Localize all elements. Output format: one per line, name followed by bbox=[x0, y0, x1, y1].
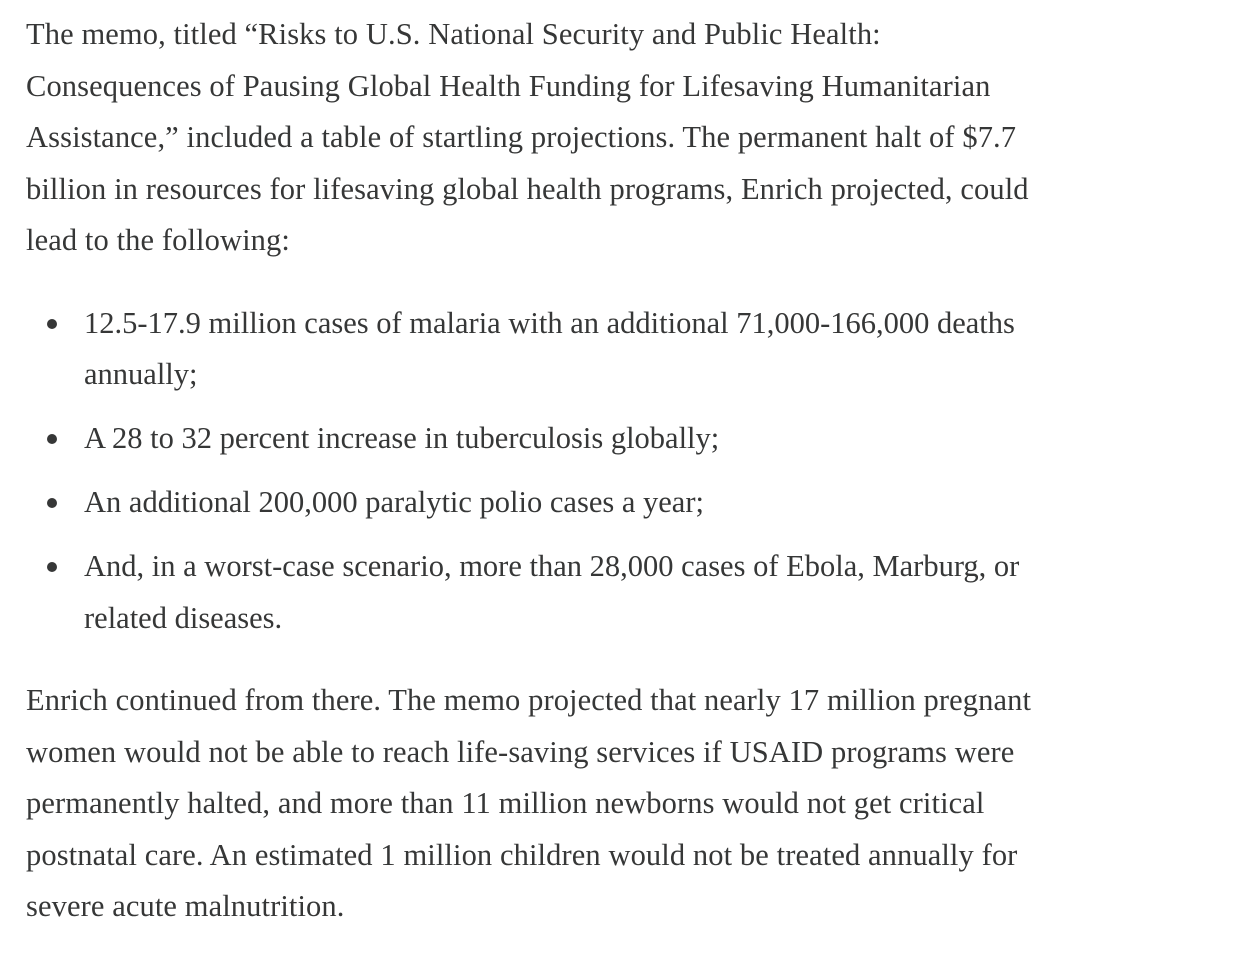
list-item-polio bbox=[26, 477, 1226, 529]
list-item-line: annually; bbox=[84, 357, 198, 391]
projections-list bbox=[26, 298, 1226, 645]
list-item-tuberculosis bbox=[26, 413, 1226, 465]
bullet-icon bbox=[47, 562, 57, 572]
paragraph-line: Consequences of Pausing Global Health Funding for Lifesaving Humanitarian bbox=[26, 68, 991, 103]
list-item-line: related diseases. bbox=[84, 600, 283, 635]
list-item-ebola bbox=[26, 541, 1226, 644]
bullet-icon bbox=[47, 498, 57, 508]
paragraph-line: postnatal care. An estimated 1 million children would not be treated annually for bbox=[26, 837, 1018, 872]
intro-paragraph bbox=[26, 9, 1226, 267]
bullet-icon bbox=[47, 434, 57, 444]
list-item-malaria bbox=[26, 298, 1226, 401]
closing-paragraph bbox=[26, 675, 1226, 933]
article-body bbox=[26, 9, 1226, 933]
paragraph-line: The memo, titled “Risks to U.S. National Security and Public Health: bbox=[26, 17, 881, 51]
paragraph-line: severe acute malnutrition. bbox=[26, 889, 345, 923]
bullet-icon bbox=[47, 319, 57, 329]
list-item-line: An additional 200,000 paralytic polio cases a year; bbox=[84, 485, 704, 519]
paragraph-line: Assistance,” included a table of startling projections. The permanent halt of $7.7 bbox=[26, 120, 1017, 154]
paragraph-line: women would not be able to reach life-saving services if USAID programs were bbox=[26, 734, 1015, 769]
list-item-line: A 28 to 32 percent increase in tuberculosis globally; bbox=[84, 421, 720, 455]
paragraph-line: permanently halted, and more than 11 million newborns would not get critical bbox=[26, 786, 985, 820]
list-item-line: 12.5-17.9 million cases of malaria with an additional 71,000-166,000 deaths bbox=[84, 305, 1015, 340]
paragraph-line: billion in resources for lifesaving global health programs, Enrich projected, could bbox=[26, 171, 1029, 206]
list-item-line: And, in a worst-case scenario, more than 28,000 cases of Ebola, Marburg, or bbox=[84, 549, 1020, 583]
paragraph-line: Enrich continued from there. The memo projected that nearly 17 million pregnant bbox=[26, 683, 1032, 717]
paragraph-line: lead to the following: bbox=[26, 223, 290, 257]
